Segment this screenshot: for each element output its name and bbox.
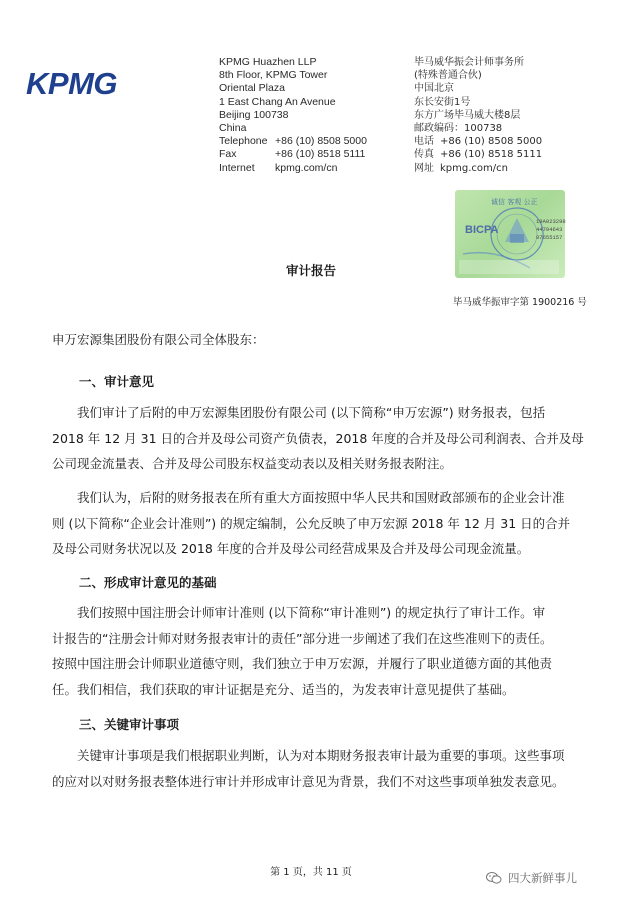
section-heading: 三、关键审计事项	[79, 717, 180, 732]
paragraph	[52, 743, 612, 794]
paragraph	[52, 485, 612, 562]
paragraph	[52, 600, 612, 702]
paragraph-line: 公司现金流量表、合并及母公司股东权益变动表以及相关财务报表附注。	[52, 456, 453, 471]
paragraph-line: 我们审计了后附的申万宏源集团股份有限公司 (以下简称“申万宏源”) 财务报表，包括	[52, 405, 546, 420]
fax-row-cn	[414, 148, 594, 161]
internet-value-cn: kpmg.com/cn	[440, 162, 508, 174]
seal-motto: 诚信 客观 公正	[491, 198, 538, 206]
seal-number: 97655157	[536, 234, 563, 241]
paragraph-line: 关键审计事项是我们根据职业判断，认为对本期财务报表审计最为重要的事项。这些事项	[52, 748, 565, 763]
address-line: 东方广场毕马威大楼8层	[414, 109, 521, 121]
internet-label: Internet	[219, 161, 255, 174]
internet-row	[219, 162, 389, 175]
fax-value: +86 (10) 8518 5111	[275, 148, 366, 161]
paragraph-line: 计报告的“注册会计师对财务报表审计的责任”部分进一步阐述了我们在这些准则下的责任。	[52, 630, 553, 646]
address-line: Oriental Plaza	[219, 82, 285, 95]
paragraph-line: 则 (以下简称“企业会计准则”) 的规定编制，公允反映了申万宏源 2018 年 12 月 31 日的合并	[52, 515, 571, 531]
address-line: (特殊普通合伙)	[414, 70, 482, 82]
fax-row	[219, 148, 389, 161]
address-line: 1 East Chang An Avenue	[219, 95, 336, 108]
section-heading: 二、形成审计意见的基础	[79, 575, 217, 590]
paragraph-line: 及母公司财务状况以及 2018 年度的合并及母公司经营成果及合并及母公司现金流量。	[52, 541, 530, 556]
seal-org-name: BICPA	[465, 224, 499, 236]
fax-label: Fax	[219, 148, 237, 161]
paragraph-line: 任。我们相信，我们获取的审计证据是充分、适当的，为发表审计意见提供了基础。	[52, 681, 515, 697]
internet-value: kpmg.com/cn	[275, 161, 338, 174]
internet-label-cn: 网址	[414, 162, 434, 174]
address-line: KPMG Huazhen LLP	[219, 56, 317, 68]
watermark-text: 四大新鲜事儿	[508, 871, 577, 885]
seal-serial-numbers	[536, 218, 566, 242]
addressee: 申万宏源集团股份有限公司全体股东：	[52, 332, 265, 347]
address-block-english	[219, 56, 389, 175]
paragraph-line: 2018 年 12 月 31 日的合并及母公司资产负债表，2018 年度的合并及母公司利润表、合并及母	[52, 430, 584, 446]
seal-number: 19A023298	[536, 218, 566, 225]
paragraph-line: 我们按照中国注册会计师审计准则 (以下简称“审计准则”) 的规定执行了审计工作。审	[52, 605, 546, 620]
fax-value-cn: +86 (10) 8518 5111	[440, 149, 543, 161]
seal-number: 44794643	[536, 226, 563, 233]
kpmg-logo: KPMG	[26, 66, 117, 101]
address-line: China	[219, 122, 247, 135]
wechat-icon	[486, 871, 502, 885]
address-line: 东长安街1号	[414, 96, 471, 108]
internet-row-cn	[414, 162, 594, 175]
address-block-chinese	[414, 56, 594, 175]
address-line: 8th Floor, KPMG Tower	[219, 69, 328, 82]
report-title: 审计报告	[285, 263, 336, 278]
page-number: 第 1 页，共 11 页	[270, 867, 352, 878]
paragraph	[52, 400, 612, 477]
telephone-label: Telephone	[219, 135, 268, 148]
address-line: 邮政编码：100738	[414, 123, 503, 135]
paragraph-line: 按照中国注册会计师职业道德守则，我们独立于申万宏源，并履行了职业道德方面的其他责	[52, 656, 553, 671]
telephone-value-cn: +86 (10) 8508 5000	[440, 136, 543, 148]
section-heading: 一、审计意见	[79, 374, 155, 389]
address-line: 毕马威华振会计师事务所	[414, 57, 524, 68]
report-reference-number: 毕马威华振审字第 1900216 号	[453, 297, 587, 308]
telephone-value: +86 (10) 8508 5000	[275, 135, 367, 148]
address-line: Beijing 100738	[219, 108, 289, 121]
telephone-row	[219, 135, 389, 148]
telephone-label-cn: 电话	[414, 136, 434, 148]
wechat-watermark	[486, 870, 577, 886]
address-line: 中国北京	[414, 83, 454, 95]
telephone-row-cn	[414, 135, 594, 148]
paragraph-line: 我们认为，后附的财务报表在所有重大方面按照中华人民共和国财政部颁布的企业会计准	[52, 490, 565, 505]
fax-label-cn: 传真	[414, 149, 434, 161]
paragraph-line: 的应对以对财务报表整体进行审计并形成审计意见为背景，我们不对这些事项单独发表意见。	[52, 773, 565, 789]
